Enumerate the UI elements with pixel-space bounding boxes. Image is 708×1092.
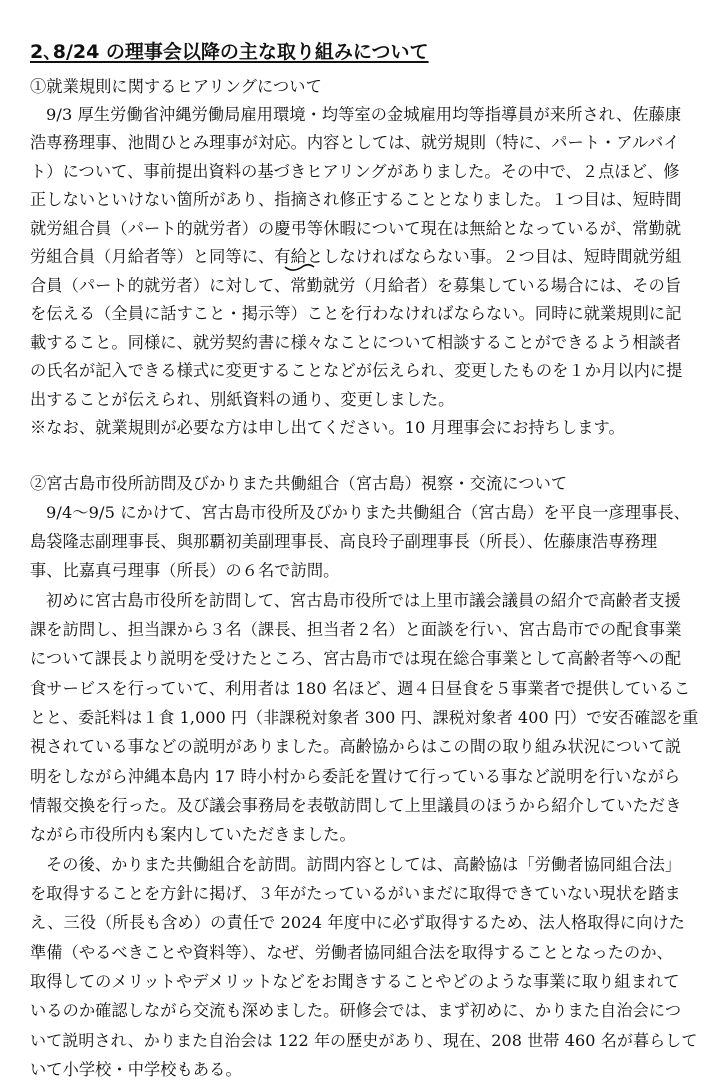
subsection-heading-miyako-visit: ②宮古島市役所訪問及びかりまた共働組合（宮古島）視察・交流について — [30, 474, 568, 493]
note-line: ※なお、就業規則が必要な方は申し出てください。10 月理事会にお持ちします。 — [30, 418, 625, 437]
paragraph-line: ながら市役所内も案内していただきました。 — [30, 825, 356, 844]
paragraph-line: 合員（パート的就労者）に対して、常勤就労（月給者）を募集している場合には、その旨 — [30, 276, 682, 295]
paragraph-line: 島袋隆志副理事長、與那覇初美副理事長、高良玲子副理事長（所長）、佐藤康浩専務理 — [30, 532, 658, 551]
paragraph-line: 載すること。同様に、就労契約書に様々なことについて相談することができるよう相談者 — [30, 333, 682, 352]
paragraph-line: 準備（やるべきことや資料等）、なぜ、労働者協同組合法を取得することとなったのか、 — [30, 943, 673, 962]
paragraph-line: 初めに宮古島市役所を訪問して、宮古島市役所では上里市議会議員の紹介で高齢者支援 — [46, 591, 681, 610]
paragraph-line: 視されている事などの説明がありました。高齢協からはこの間の取り組み状況について説 — [30, 737, 682, 756]
paragraph-line: いるのか確認しながら交流も深めました。研修会では、まず初めに、かりまた自治会につ — [30, 1001, 682, 1020]
subsection-heading-hearing: ①就業規則に関するヒアリングについて — [30, 77, 322, 96]
paragraph-line: の氏名が記入できる様式に変更することなどが伝えられ、変更したものを１か月以内に提 — [30, 361, 683, 380]
paragraph-line: を伝える（全員に話すこと・掲示等）ことを行わなければならない。同時に就業規則に記 — [30, 304, 682, 323]
paragraph-line: その後、かりまた共働組合を訪問。訪問内容としては、高齢協は「労働者協同組合法」 — [46, 855, 682, 874]
paragraph-line: 浩専務理事、池間ひとみ理事が対応。内容としては、就労規則（特に、パート・アルバイ — [30, 133, 680, 152]
paragraph-line: 事、比嘉真弓理事（所長）の６名で訪問。 — [30, 561, 340, 580]
paragraph-line: いて説明され、かりまた自治会は 122 年の歴史があり、現在、208 世帯 460 名が暮らして — [30, 1031, 698, 1050]
paragraph-line: 9/4～9/5 にかけて、宮古島市役所及びかりまた共働組合（宮古島）を平良一彦理事長、 — [46, 503, 690, 522]
paragraph-line: 取得してのメリットやデメリットなどをお聞きすることやどのような事業に取り組まれて — [30, 972, 680, 991]
paragraph-line: について課長より説明を受けたところ、宮古島市では現在総合事業として高齢者等への配 — [30, 649, 682, 668]
paragraph-line: とと、委託料は１食 1,000 円（非課税対象者 300 円、課税対象者 400 円）で安否確認を重 — [30, 708, 699, 727]
handwritten-underline-mark — [284, 258, 324, 272]
paragraph-line: 情報交換を行った。及び議会事務局を表敬訪問して上里議員のほうから紹介していただき — [30, 796, 682, 815]
paragraph-line: いて小学校・中学校もある。 — [30, 1060, 242, 1079]
paragraph-line: え、三役（所長も含め）の責任で 2024 年度中に必ず取得するため、法人格取得に向けた — [30, 913, 686, 932]
paragraph-line: 9/3 厚生労働省沖縄労働局雇用環境・均等室の金城雇用均等指導員が来所され、佐藤康 — [46, 105, 682, 124]
paragraph-line: を取得することを方針に掲げ、３年がたっているがいまだに取得できていない現状を踏ま — [30, 884, 681, 903]
paragraph-line: 食サービスを行っていて、利用者は 180 名ほど、週４日昼食を５事業者で提供しているこ — [30, 679, 691, 698]
paragraph-line: 正しないといけない箇所があり、指摘され修正することとなりました。１つ目は、短時間 — [30, 190, 682, 209]
paragraph-line: 明をしながら沖縄本島内 17 時小村から委託を置けて行っている事など説明を行いながら — [30, 767, 681, 786]
section-title: 2､8/24 の理事会以降の主な取り組みについて — [30, 41, 429, 63]
paragraph-line: 労組合員（月給者等）と同等に、有給としなければならない事。２つ目は、短時間就労組 — [30, 247, 682, 266]
paragraph-line: 出することが伝えられ、別紙資料の通り、変更しました。 — [30, 390, 455, 409]
paragraph-line: 課を訪問し、担当課から３名（課長、担当者２名）と面談を行い、宮古島市での配食事業 — [30, 620, 682, 639]
paragraph-line: ト）について、事前提出資料の基づきヒアリングがありました。その中で、２点ほど、修 — [30, 162, 680, 181]
paragraph-line: 就労組合員（パート的就労者）の慶弔等休暇について現在は無給となっているが、常勤就 — [30, 219, 682, 238]
